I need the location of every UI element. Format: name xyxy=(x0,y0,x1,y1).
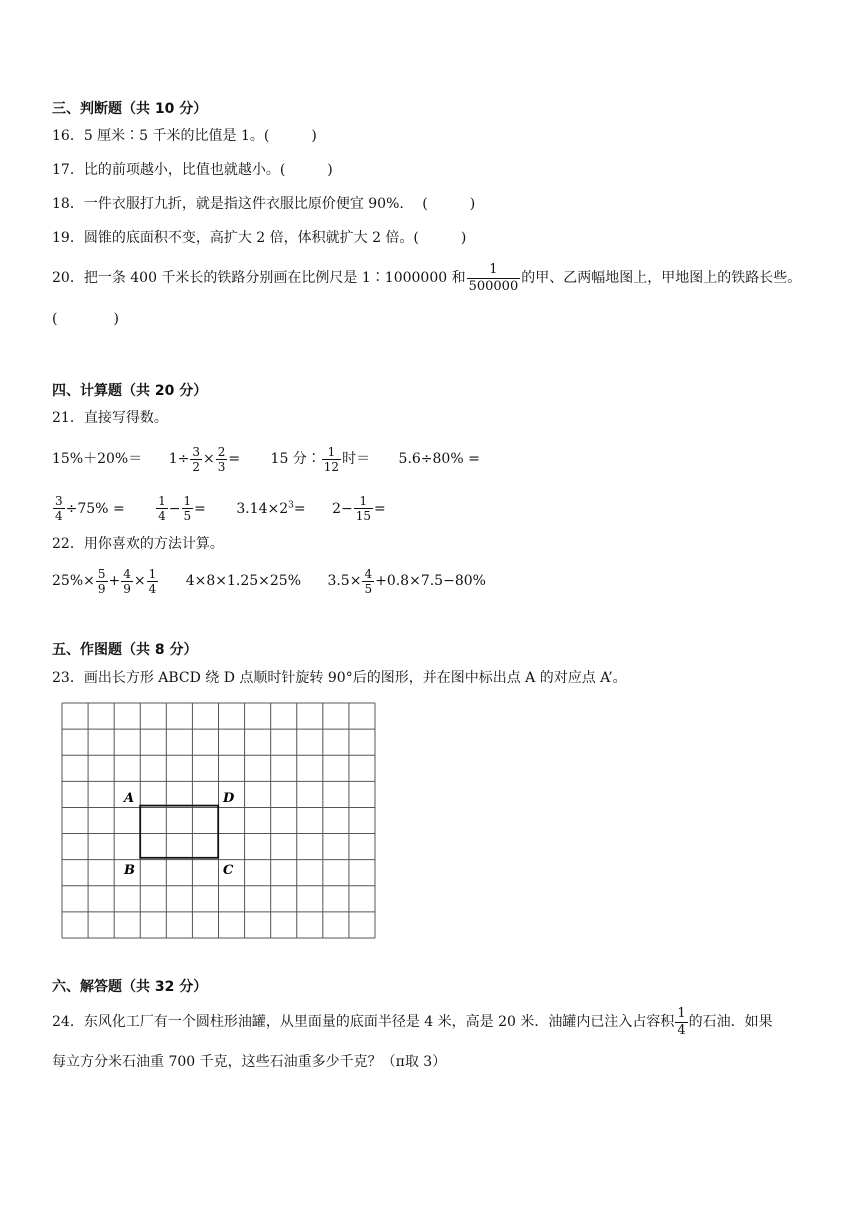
q20-text-post: 的甲、乙两幅地图上，甲地图上的铁路长些。 xyxy=(521,270,802,286)
q22-e3-den: 5 xyxy=(364,581,373,596)
q22-e3-post: +0.8×7.5−80% xyxy=(375,573,486,589)
q21-e6-num-2: 1 xyxy=(183,494,192,509)
q21-expr-4: 5.6÷80% = xyxy=(398,451,480,467)
q24-denominator: 4 xyxy=(677,1022,686,1038)
q21-e2-op: × xyxy=(202,451,215,467)
q22-e1-num-3: 1 xyxy=(148,566,157,581)
q21-e3-pre: 15 分∶ xyxy=(270,451,321,467)
q22-row xyxy=(52,563,486,599)
point-d-label: D xyxy=(223,791,235,806)
q21-expr-7 xyxy=(236,501,305,517)
q21-expr-3 xyxy=(270,444,371,474)
point-b-label: B xyxy=(124,863,135,878)
q22-e3-frac xyxy=(362,567,374,596)
q21-e8-num: 1 xyxy=(354,494,373,509)
q21-e6-frac-2 xyxy=(182,494,194,523)
q22-expr-2: 4×8×1.25×25% xyxy=(185,573,301,589)
q22-e1-frac-1 xyxy=(96,567,108,596)
q21-e3-frac xyxy=(322,445,341,474)
q21-expr-2 xyxy=(168,444,241,474)
q20-text-pre: 20．把一条 400 千米长的铁路分别画在比例尺是 1∶1000000 和 xyxy=(52,270,466,286)
q21-e2-den-1: 2 xyxy=(192,459,200,474)
q20-fraction xyxy=(467,262,521,295)
q21-e7-exponent: 3 xyxy=(288,500,294,510)
q21-e7-base: 3.14×2 xyxy=(236,500,289,517)
q22-e3-pre: 3.5× xyxy=(327,573,362,589)
q21-expr-8 xyxy=(332,494,386,524)
q21-e3-den: 12 xyxy=(323,459,340,474)
q22-expr-1 xyxy=(52,566,159,596)
q24-fraction xyxy=(675,1006,687,1039)
q21-e8-eq: = xyxy=(373,500,386,517)
q21-e5-num: 3 xyxy=(55,494,63,509)
q20-numerator: 1 xyxy=(467,262,521,279)
q22-e3-num: 4 xyxy=(364,566,373,581)
q21-e2-frac-1 xyxy=(190,445,202,474)
q21-e2-num-2: 2 xyxy=(217,444,226,459)
q22-e1-pre: 25%× xyxy=(52,573,95,589)
q21-e6-den-1: 4 xyxy=(158,509,166,524)
q21-e5-post: ÷75% = xyxy=(65,500,125,517)
point-c-label: C xyxy=(223,863,234,878)
question-20 xyxy=(52,260,801,296)
q21-e2-frac-2 xyxy=(216,445,228,474)
q21-e6-frac-1 xyxy=(156,494,168,523)
q21-e5-frac xyxy=(53,494,65,523)
question-19: 19．圆锥的底面积不变，高扩大 2 倍，体积就扩大 2 倍。( ) xyxy=(52,230,467,246)
q21-e3-post: 时＝ xyxy=(342,451,371,467)
q21-e5-den: 4 xyxy=(55,509,63,524)
q21-e8-pre: 2− xyxy=(332,500,353,517)
q22-e1-op-2: × xyxy=(133,573,146,589)
q21-e8-den: 15 xyxy=(355,509,371,524)
q21-row-2 xyxy=(52,487,386,527)
q22-e1-num-2: 4 xyxy=(123,566,131,581)
point-a-label: A xyxy=(124,791,135,806)
q21-e2-num-1: 3 xyxy=(192,444,200,459)
question-23: 23．画出长方形 ABCD 绕 D 点顺时针旋转 90°后的图形，并在图中标出点 A 的对应点 A’。 xyxy=(52,670,627,686)
question-16: 16．5 厘米∶5 千米的比值是 1。( ) xyxy=(52,128,317,144)
question-24-line-2: 每立方分米石油重 700 千克，这些石油重多少千克？（π取 3） xyxy=(52,1054,447,1070)
q21-row-1 xyxy=(52,441,480,477)
q21-e2-eq: = xyxy=(228,451,241,467)
q22-expr-3 xyxy=(327,566,486,596)
q21-e2-pre: 1÷ xyxy=(168,451,190,467)
q21-e8-frac xyxy=(354,494,373,523)
q22-e1-den-3: 4 xyxy=(148,581,157,596)
q21-e6-den-2: 5 xyxy=(183,509,192,524)
question-22: 22．用你喜欢的方法计算。 xyxy=(52,536,224,552)
q24-text-post: 的石油．如果 xyxy=(688,1014,773,1030)
section-4-title: 四、计算题（共 20 分） xyxy=(52,383,208,399)
q22-e1-frac-3 xyxy=(147,567,159,596)
q21-e7-eq: = xyxy=(293,500,306,517)
q22-e1-frac-2 xyxy=(121,567,133,596)
q21-expr-5 xyxy=(52,494,125,524)
question-18: 18．一件衣服打九折，就是指这件衣服比原价便宜 90%. ( ) xyxy=(52,196,476,212)
q21-e2-den-2: 3 xyxy=(217,459,226,474)
q22-e1-den-1: 9 xyxy=(97,581,106,596)
q21-e6-op: − xyxy=(168,500,181,517)
section-5-title: 五、作图题（共 8 分） xyxy=(52,642,198,658)
grid-figure xyxy=(60,701,378,941)
q21-expr-6 xyxy=(155,494,206,524)
question-21: 21．直接写得数。 xyxy=(52,410,168,426)
question-17: 17．比的前项越小，比值也就越小。( ) xyxy=(52,162,333,178)
rectangle-abcd xyxy=(140,806,218,858)
question-20-answer-paren: ( ) xyxy=(52,311,119,327)
question-24-line-1 xyxy=(52,1004,773,1040)
q21-e3-num: 1 xyxy=(322,445,341,460)
q22-e1-op: + xyxy=(108,573,121,589)
q21-e6-num-1: 1 xyxy=(158,494,166,509)
q21-expr-1: 15%＋20%＝ xyxy=(52,451,143,467)
q21-e6-eq: = xyxy=(194,500,206,517)
q22-e1-num-1: 5 xyxy=(97,566,106,581)
section-6-title: 六、解答题（共 32 分） xyxy=(52,979,208,995)
q20-denominator: 500000 xyxy=(468,278,519,294)
section-3-title: 三、判断题（共 10 分） xyxy=(52,101,208,117)
q24-text-pre: 24．东风化工厂有一个圆柱形油罐，从里面量的底面半径是 4 米，高是 20 米．油罐内已注入占容积 xyxy=(52,1014,675,1030)
q22-e1-den-2: 9 xyxy=(123,581,131,596)
q24-numerator: 1 xyxy=(677,1005,686,1021)
